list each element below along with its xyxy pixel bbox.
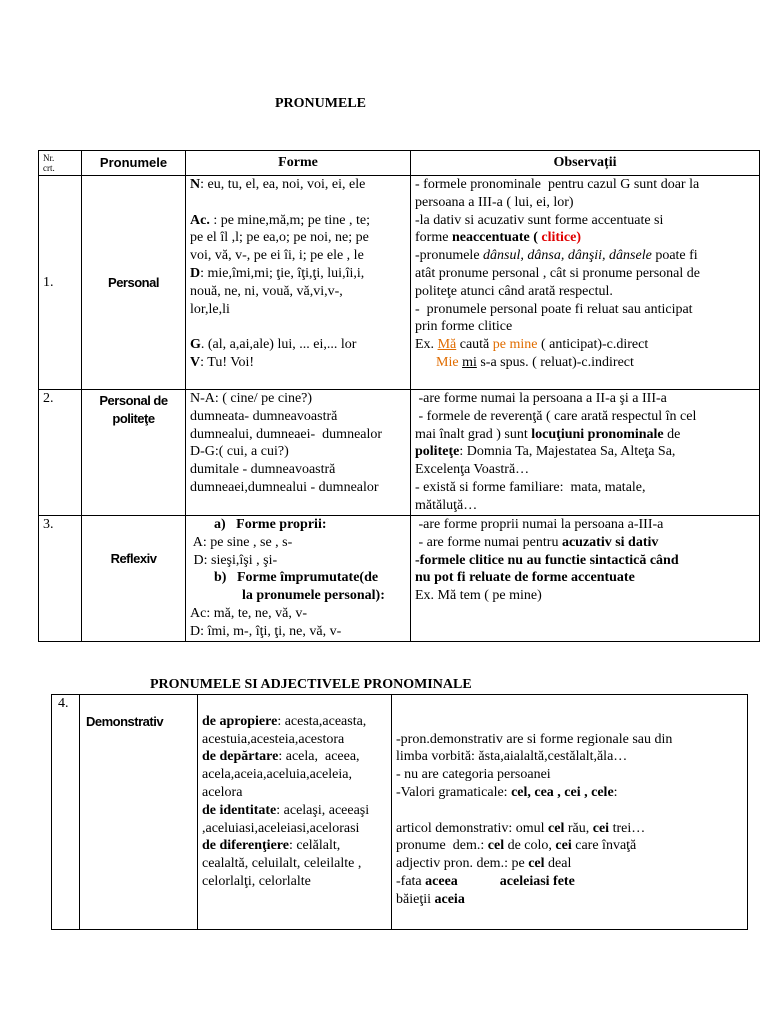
text-line: [415, 390, 755, 408]
text-line: [415, 408, 755, 426]
forme-cell: [186, 390, 411, 516]
text-run: adjectiv pron. dem.: pe: [396, 856, 529, 872]
text-run: -Valori gramaticale:: [396, 784, 512, 800]
text-line: [190, 605, 406, 623]
text-line: [415, 318, 755, 336]
text-run: V: [190, 354, 201, 370]
text-run: cealaltă, celuilalt, celeilalte ,: [202, 856, 362, 872]
text-line: [415, 552, 755, 570]
text-run: limba vorbită: ăsta,aialaltă,cestălalt,ăla…: [396, 749, 628, 765]
text-run: : eu, tu, el, ea, noi, voi, ei, ele: [200, 177, 366, 192]
text-run: - nu are categoria persoanei: [396, 767, 551, 783]
text-run: lor,le,li: [190, 301, 230, 317]
text-run: voi, vă, v-, pe ei îi, i; pe ele , le: [190, 248, 364, 264]
text-line: [415, 265, 755, 283]
text-line: [202, 837, 387, 855]
text-line: [415, 176, 755, 194]
text-run: dumnealui, dumneaei- dumnealor: [190, 426, 383, 442]
text-line: [396, 855, 743, 873]
text-run: rău,: [564, 820, 593, 836]
text-line: [190, 336, 406, 354]
text-run: :: [613, 784, 618, 800]
text-run: clitice): [541, 230, 582, 246]
forme-cell: [186, 176, 411, 390]
text-run: Ac: mă, te, ne, vă, v-: [190, 605, 308, 621]
text-run: neaccentuate: [451, 230, 530, 246]
text-run: prin forme clitice: [415, 319, 513, 335]
text-line: [190, 212, 406, 230]
row-name: Demonstrativ: [80, 695, 198, 930]
text-line: [190, 318, 406, 336]
text-run: ( anticipat)-c.direct: [537, 337, 649, 353]
text-line: [415, 479, 755, 497]
text-line: [190, 623, 406, 641]
text-run: : Tu! Voi!: [200, 354, 255, 370]
text-line: [190, 587, 406, 605]
text-run: acestuia,acesteia,acestora: [202, 731, 345, 747]
text-line: [202, 873, 387, 891]
text-run: deal: [544, 856, 572, 872]
text-run: mătăluţă…: [415, 497, 478, 513]
text-run: nu pot fi reluate de forme accentuate: [415, 570, 635, 586]
text-run: D: [190, 265, 201, 281]
text-run: [190, 195, 194, 210]
text-line: [415, 461, 755, 479]
text-run: N-A: ( cine/ pe cine?): [190, 391, 313, 406]
text-run: cei: [555, 838, 572, 854]
text-run: cel: [548, 820, 565, 836]
observatii-cell: [392, 695, 748, 930]
text-run: dumitale - dumneavoastră: [190, 462, 336, 478]
text-line: [415, 569, 755, 587]
text-line: [190, 283, 406, 301]
text-run: : Domnia Ta, Majestatea Sa, Alteţa Sa,: [459, 444, 676, 460]
text-run: de: [663, 426, 681, 442]
text-line: [190, 461, 406, 479]
text-run: D: îmi, m-, îţi, ţi, ne, vă, v-: [190, 623, 342, 639]
text-line: [190, 194, 406, 212]
text-line: [415, 247, 755, 265]
text-line: [415, 212, 755, 230]
text-line: [202, 731, 387, 749]
text-run: : acesta,aceasta,: [277, 713, 367, 729]
text-line: [415, 516, 755, 534]
row-number: 3.: [39, 516, 82, 642]
text-run: băieţii: [396, 891, 435, 907]
text-run: [396, 803, 400, 818]
text-run: -fata: [396, 873, 426, 889]
text-line: [396, 731, 743, 749]
text-run: -pron.demonstrativ are si forme regionale sau din: [396, 731, 673, 747]
text-line: [202, 766, 387, 784]
text-line: [415, 426, 755, 444]
text-run: de colo,: [504, 838, 556, 854]
row-name: [82, 176, 186, 390]
text-line: [190, 229, 406, 247]
text-run: -are forme numai la persoana a II-a şi a III-a: [415, 391, 667, 406]
text-line: [202, 713, 387, 731]
text-run: cei: [592, 820, 610, 836]
text-line: [415, 301, 755, 319]
header-nr-line: Nr.: [43, 153, 55, 163]
text-run: : acelaşi, aceeaşi: [276, 802, 370, 818]
text-run: -la dativ si acuzativ sunt forme accentuate si: [415, 212, 664, 228]
text-run: atât pronume personal , cât si pronume personal de: [415, 265, 700, 281]
demonstrative-table: [51, 694, 748, 930]
text-line: [415, 336, 755, 354]
text-run: pronume dem.:: [396, 838, 488, 854]
text-line: [190, 516, 406, 534]
text-line: [190, 534, 406, 552]
text-run: - formele de reverenţă ( care arată respectul în cel: [415, 408, 697, 424]
text-line: [396, 695, 743, 713]
text-run: G: [190, 337, 201, 353]
text-line: [190, 354, 406, 372]
text-run: acuzativ si dativ: [561, 534, 659, 550]
text-run: trei…: [609, 820, 646, 836]
text-line: [190, 176, 406, 194]
section-subtitle: PRONUMELE SI ADJECTIVELE PRONOMINALE: [150, 677, 472, 692]
text-run: pe el îl ,l; pe ea,o; pe noi, ne; pe: [190, 230, 369, 246]
row-name-line: Personal: [108, 274, 159, 290]
text-line: [396, 891, 743, 909]
text-line: [202, 748, 387, 766]
header-observatii: Observații: [411, 151, 760, 176]
header-nr: [39, 151, 82, 176]
text-run: A: pe sine , se , s-: [190, 534, 293, 550]
text-line: [415, 354, 755, 372]
text-line: [190, 426, 406, 444]
text-run: de identitate: [202, 802, 277, 818]
text-line: [415, 443, 755, 461]
text-run: de diferenţiere: [202, 838, 289, 854]
text-run: - are forme numai pentru: [415, 534, 562, 550]
text-run: - formele pronominale pentru cazul G sunt doar la: [415, 177, 700, 192]
text-run: aceea aceleiasi fete: [425, 873, 575, 889]
text-line: [415, 194, 755, 212]
text-run: - există si forme familiare: mata, matale,: [415, 479, 646, 495]
text-run: politeţe atunci când arată respectul.: [415, 283, 613, 299]
row-name-line: politeţe: [112, 410, 155, 426]
text-run: la pronumele personal):: [242, 588, 385, 604]
text-line: [415, 229, 755, 247]
pronouns-table: [38, 150, 760, 642]
text-line: [190, 443, 406, 461]
row-number: 4.: [52, 695, 80, 930]
text-line: [415, 587, 755, 605]
text-run: celorlalţi, celorlalte: [202, 873, 311, 889]
text-run: : celălalt,: [288, 838, 341, 854]
text-run: cel: [487, 838, 505, 854]
text-line: [190, 390, 406, 408]
text-line: [190, 552, 406, 570]
text-run: -are forme proprii numai la persoana a-III-a: [415, 517, 664, 532]
row-name: [82, 390, 186, 516]
text-line: [396, 766, 743, 784]
table-row: [39, 390, 760, 516]
text-run: persoana a III-a ( lui, ei, lor): [415, 194, 574, 210]
text-run: : mie,îmi,mi; ţie, îţi,ţi, lui,îi,i,: [200, 265, 365, 281]
text-run: pe mine: [492, 337, 538, 353]
text-run: [190, 319, 194, 334]
text-run: acelora: [202, 784, 243, 800]
text-run: -formele clitice nu au functie sintactică când: [415, 552, 679, 568]
observatii-cell: [411, 390, 760, 516]
text-line: [190, 247, 406, 265]
text-run: mai înalt grad ) sunt: [415, 426, 532, 442]
text-line: [415, 534, 755, 552]
text-run: forme: [415, 230, 452, 246]
text-run: Mă: [437, 337, 457, 353]
text-line: [202, 784, 387, 802]
text-run: . (al, a,ai,ale) lui, ... ei,... lor: [200, 337, 357, 353]
text-run: dumneata- dumneavoastră: [190, 408, 338, 424]
text-line: [190, 479, 406, 497]
text-run: : acela, aceea,: [278, 749, 360, 765]
text-run: N: [190, 177, 201, 192]
text-run: (: [529, 230, 542, 246]
observatii-cell: [411, 176, 760, 390]
text-run: acela,aceia,aceluia,aceleia,: [202, 767, 352, 783]
text-line: [190, 408, 406, 426]
text-run: Mie: [415, 354, 463, 370]
observatii-cell: [411, 516, 760, 642]
text-line: [202, 820, 387, 838]
header-forme: Forme: [186, 151, 411, 176]
text-line: [396, 837, 743, 855]
text-run: care învaţă: [571, 838, 637, 854]
table-row: [39, 516, 760, 642]
text-run: [202, 696, 206, 711]
row-name-line: Personal de: [99, 393, 168, 408]
text-line: [415, 497, 755, 515]
header-nr-line: crt.: [43, 163, 55, 173]
text-run: articol demonstrativ: omul: [396, 820, 549, 836]
table-row: [39, 176, 760, 390]
row-name-line: Reflexiv: [110, 551, 157, 566]
text-line: [415, 283, 755, 301]
text-run: D-G:( cui, a cui?): [190, 444, 289, 460]
text-line: [202, 695, 387, 713]
text-run: politeţe: [415, 444, 460, 460]
text-line: [396, 784, 743, 802]
row-number: 2.: [39, 390, 82, 516]
header-pronume: Pronumele: [82, 151, 186, 176]
text-run: Ex.: [415, 337, 438, 353]
text-line: [396, 873, 743, 891]
text-line: [190, 265, 406, 283]
text-run: aceia: [434, 891, 465, 907]
text-run: [396, 696, 400, 711]
text-run: -pronumele: [415, 248, 484, 264]
text-run: cel, cea , cei , cele: [511, 784, 614, 800]
text-run: caută: [456, 337, 493, 353]
table-row: [52, 695, 748, 930]
text-run: cel: [528, 856, 545, 872]
page-title: PRONUMELE: [275, 96, 366, 111]
text-line: [396, 713, 743, 731]
row-number: 1.: [39, 176, 82, 390]
text-line: [396, 802, 743, 820]
text-run: a) Forme proprii:: [214, 517, 327, 532]
text-run: Excelenţa Voastră…: [415, 462, 530, 478]
text-run: dumneaei,dumnealui - dumnealor: [190, 479, 379, 495]
text-run: Ex. Mă tem ( pe mine): [415, 588, 542, 604]
text-line: [190, 569, 406, 587]
text-run: - pronumele personal poate fi reluat sau anticipat: [415, 301, 693, 317]
text-run: b) Forme împrumutate(de: [214, 570, 379, 586]
row-name: [82, 516, 186, 642]
text-run: D: sieşi,îşi , şi-: [190, 552, 278, 568]
text-run: Ac.: [190, 212, 210, 228]
text-run: nouă, ne, ni, vouă, vă,vi,v-,: [190, 283, 343, 299]
text-run: ,aceluiasi,aceleiasi,acelorasi: [202, 820, 360, 836]
text-run: locuţiuni pronominale: [531, 426, 664, 442]
table-header-row: [39, 151, 760, 176]
text-line: [396, 748, 743, 766]
text-run: de apropiere: [202, 713, 278, 729]
text-run: [396, 714, 400, 729]
text-line: [202, 855, 387, 873]
text-run: mi: [462, 354, 477, 370]
text-line: [396, 820, 743, 838]
text-run: de depărtare: [202, 749, 279, 765]
forme-cell: [198, 695, 392, 930]
text-run: poate fi: [651, 248, 698, 264]
text-run: dânsul, dânsa, dânşii, dânsele: [483, 248, 652, 264]
forme-cell: [186, 516, 411, 642]
text-line: [202, 802, 387, 820]
text-run: : pe mine,mă,m; pe tine , te;: [209, 212, 371, 228]
text-line: [190, 301, 406, 319]
text-run: s-a spus. ( reluat)-c.indirect: [476, 354, 634, 370]
